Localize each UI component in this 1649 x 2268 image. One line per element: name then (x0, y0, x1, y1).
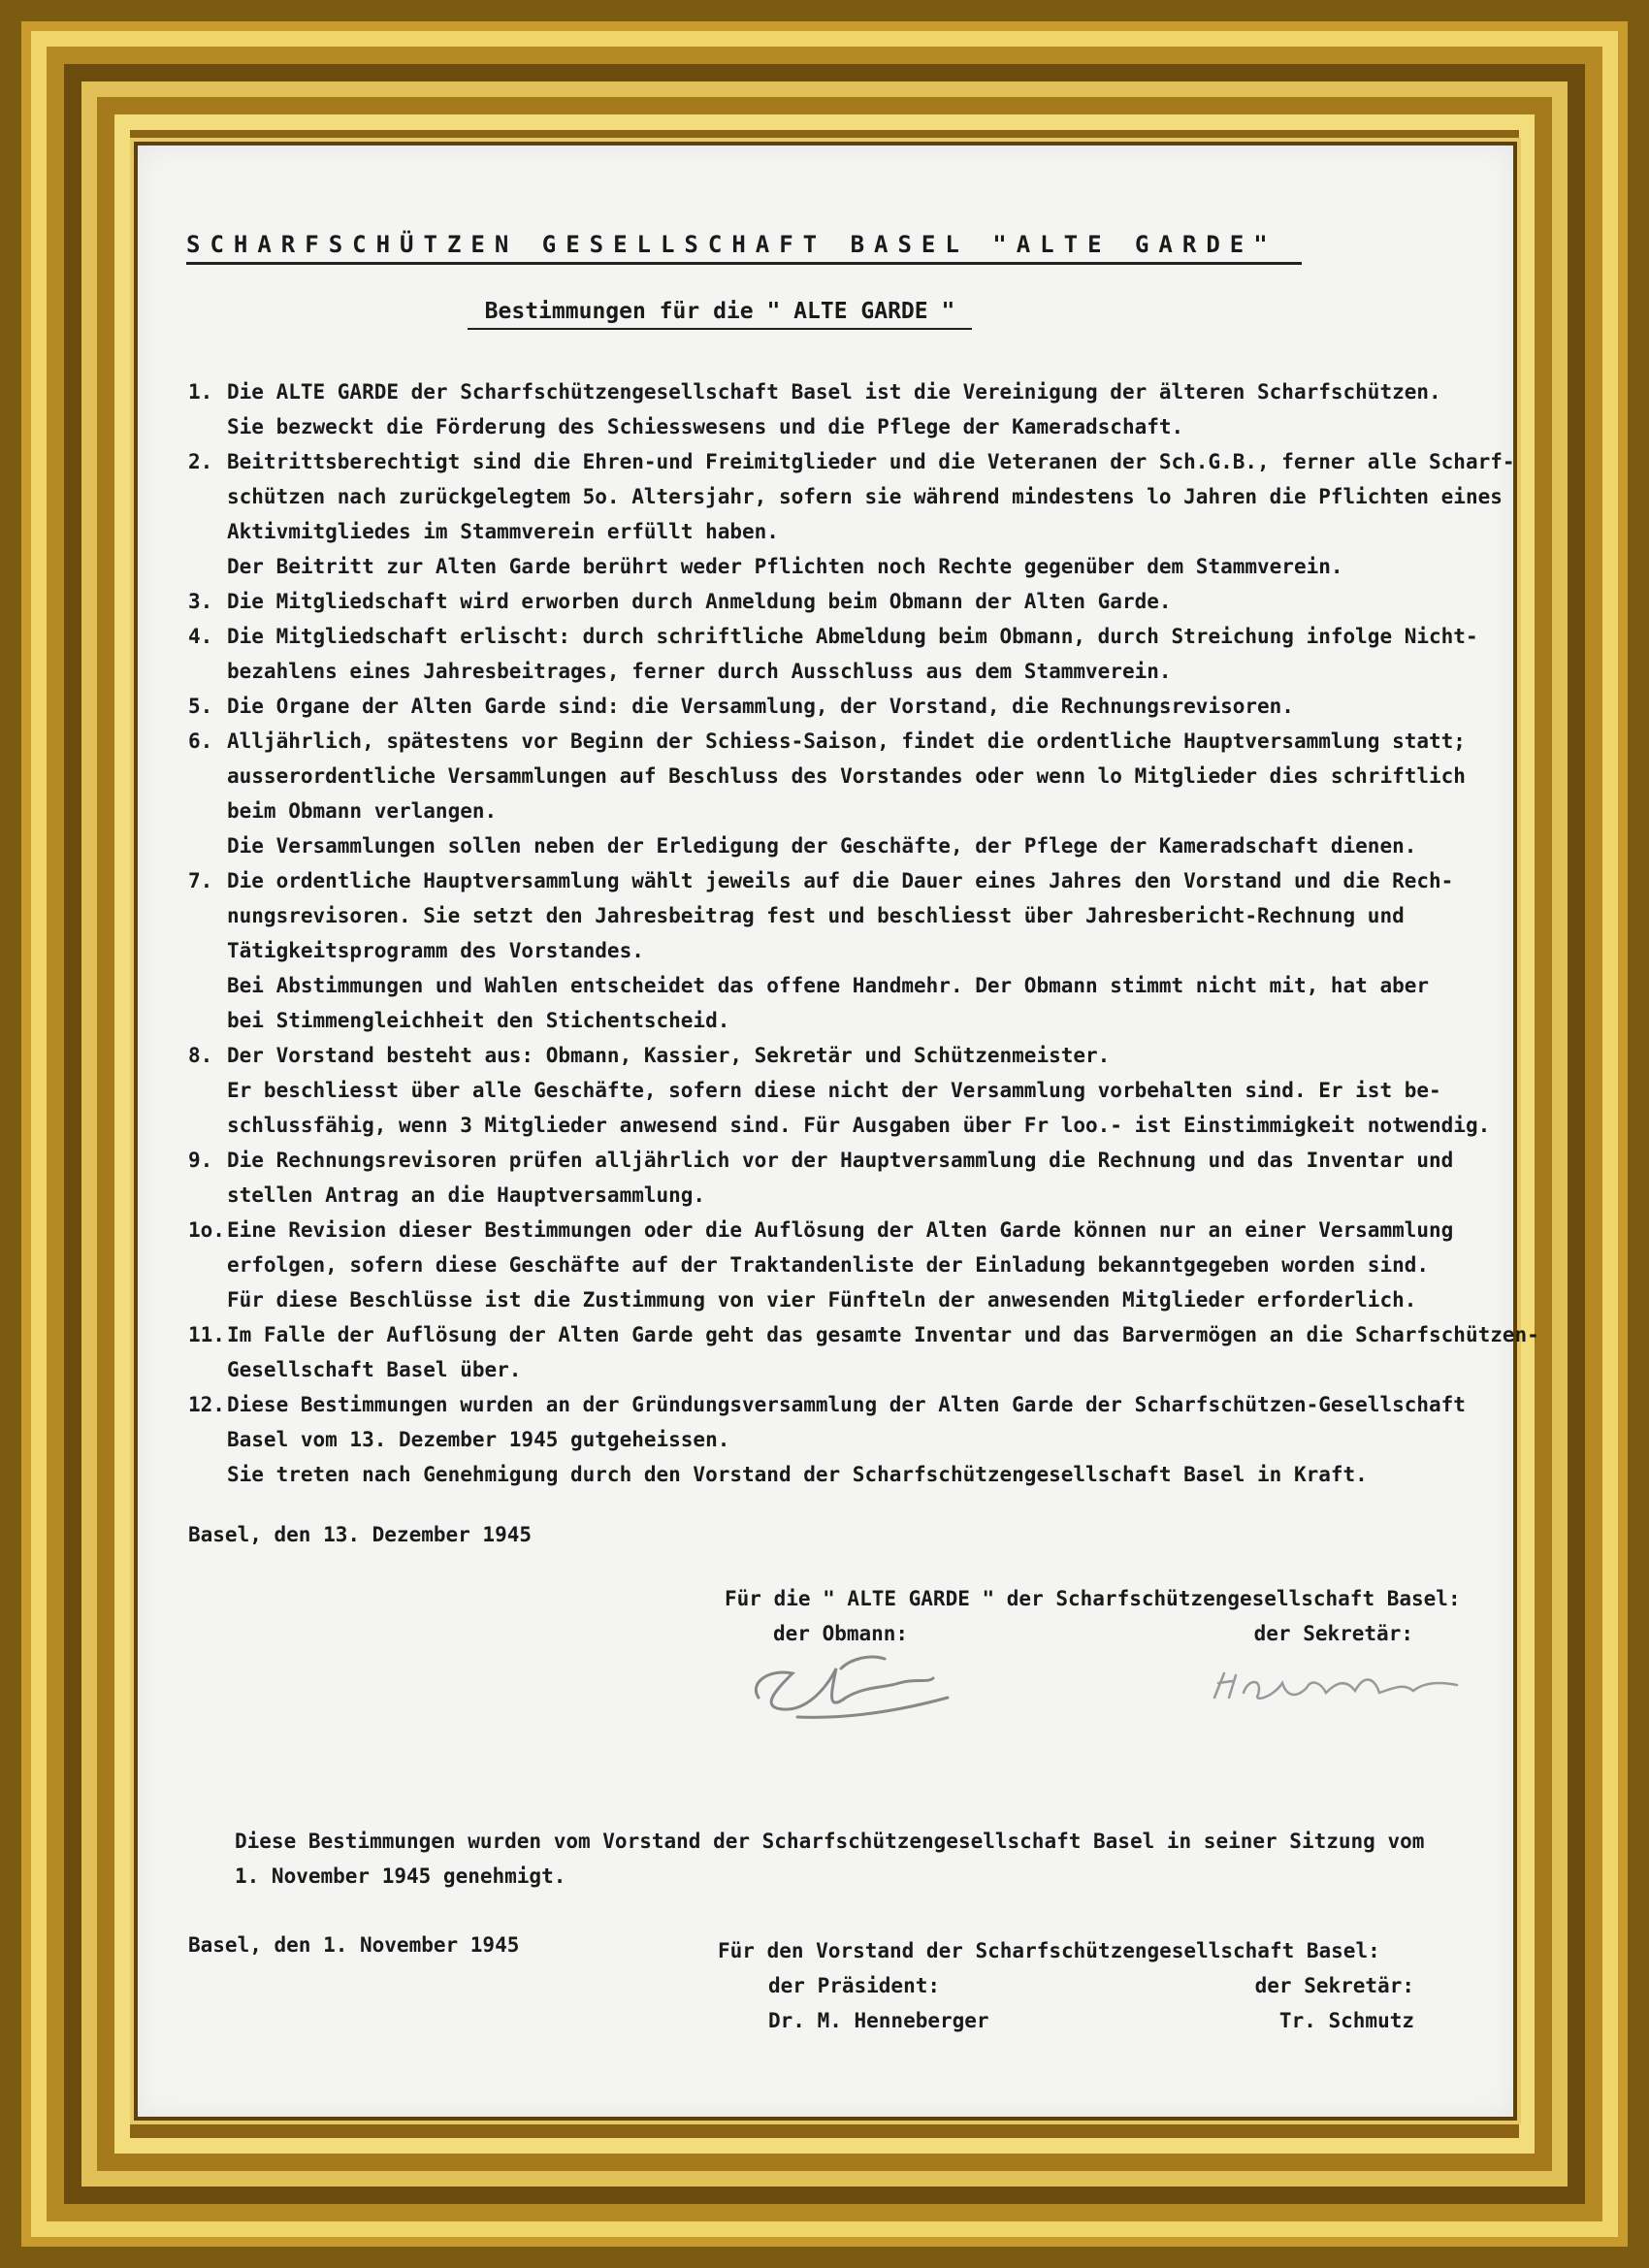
clause-line: Die Rechnungsrevisoren prüfen alljährlich vor der Hauptversammlung die Rechnung und das Inventar und (227, 1149, 1454, 1172)
clause-text (227, 619, 1488, 689)
approval-line-1: Diese Bestimmungen wurden vom Vorstand der Scharfschützengesellschaft Basel in seiner Sitzung vom (235, 1830, 1425, 1853)
clause-number: 8. (188, 1044, 213, 1067)
obmann-signature (739, 1630, 972, 1736)
place-date-founding: Basel, den 13. Dezember 1945 (188, 1523, 533, 1546)
clause-text (227, 1317, 1539, 1387)
clause-number: 11. (188, 1323, 225, 1346)
clause-line: schlussfähig, wenn 3 Mitglieder anwesend sind. Für Ausgaben über Fr loo.- ist Einstimmigkeit notwendig. (227, 1114, 1491, 1137)
clause-6 (188, 724, 1488, 863)
clause-number: 7. (188, 869, 213, 892)
clause-line: erfolgen, sofern diese Geschäfte auf der Traktandenliste der Einladung bekanntgegeben worden sind. (227, 1253, 1430, 1277)
clause-list (188, 374, 1539, 1492)
clause-line: Gesellschaft Basel über. (227, 1358, 522, 1381)
approval-line-2: 1. November 1945 genehmigt. (235, 1864, 566, 1888)
clause-5 (188, 689, 1488, 724)
approval-statement (235, 1824, 1447, 1894)
clause-line: Aktivmitgliedes im Stammverein erfüllt haben. (227, 520, 779, 543)
clause-line: bei Stimmengleichheit den Stichentscheid. (227, 1009, 730, 1032)
clause-line: Die ALTE GARDE der Scharfschützengesellschaft Basel ist die Vereinigung der älteren Scharfschützen. (227, 380, 1441, 404)
clause-line: schützen nach zurückgelegtem 5o. Altersjahr, sofern sie während mindestens lo Jahren die Pflichten eines (227, 485, 1503, 508)
clause-12 (188, 1387, 1488, 1492)
clause-number: 12. (188, 1393, 225, 1416)
clause-line: Der Vorstand besteht aus: Obmann, Kassier, Sekretär und Schützenmeister. (227, 1044, 1111, 1067)
clause-line: Die Mitgliedschaft erlischt: durch schriftliche Abmeldung beim Obmann, durch Streichung infolge Nicht- (227, 625, 1478, 648)
clause-text (227, 1387, 1488, 1492)
clause-text (227, 1038, 1490, 1143)
clause-text (227, 863, 1488, 1038)
clause-line: Sie bezweckt die Förderung des Schiesswesens und die Pflege der Kameradschaft. (227, 415, 1184, 438)
clause-number: 2. (188, 450, 213, 473)
clause-line: Die ordentliche Hauptversammlung wählt jeweils auf die Dauer eines Jahres den Vorstand und die Rech- (227, 869, 1454, 892)
clause-number: 3. (188, 590, 213, 613)
clause-line: stellen Antrag an die Hauptversammlung. (227, 1183, 706, 1207)
clause-line: Der Beitritt zur Alten Garde berührt weder Pflichten noch Rechte gegenüber dem Stammverein. (227, 555, 1343, 578)
clause-line: Für diese Beschlüsse ist die Zustimmung von vier Fünfteln der anwesenden Mitglieder erforderlich. (227, 1288, 1417, 1312)
document-page (138, 146, 1539, 2117)
clause-line: Sie treten nach Genehmigung durch den Vorstand der Scharfschützengesellschaft Basel in Kraft. (227, 1463, 1368, 1486)
clause-10 (188, 1213, 1488, 1317)
document-subtitle: Bestimmungen für die " ALTE GARDE " (468, 299, 972, 330)
clause-line: Im Falle der Auflösung der Alten Garde geht das gesamte Inventar und das Barvermögen an die Scharfschützen- (227, 1323, 1539, 1346)
clause-number: 6. (188, 729, 213, 753)
clause-number: 9. (188, 1149, 213, 1172)
role-board-sekretaer: der Sekretär: (1254, 1974, 1414, 1997)
clause-line: Die Organe der Alten Garde sind: die Versammlung, der Vorstand, die Rechnungsrevisoren. (227, 695, 1294, 718)
sekretaer-signature (1205, 1654, 1476, 1722)
name-board-sekretaer: Tr. Schmutz (1278, 2009, 1414, 2032)
clause-1 (188, 374, 1488, 444)
clause-line: Eine Revision dieser Bestimmungen oder die Auflösung der Alten Garde können nur an einer Versammlung (227, 1218, 1454, 1242)
clause-text (227, 1213, 1488, 1317)
clause-line: Diese Bestimmungen wurden an der Gründungsversammlung der Alten Garde der Scharfschützen-Gesellschaft (227, 1393, 1466, 1416)
clause-line: Er beschliesst über alle Geschäfte, sofern diese nicht der Versammlung vorbehalten sind. Er ist be- (227, 1079, 1441, 1102)
clause-9 (188, 1143, 1488, 1213)
clause-line: beim Obmann verlangen. (227, 799, 498, 823)
clause-number: 4. (188, 625, 213, 648)
role-sekretaer: der Sekretär: (1253, 1622, 1413, 1645)
clause-line: Alljährlich, spätestens vor Beginn der Schiess-Saison, findet die ordentliche Hauptversammlung statt; (227, 729, 1466, 753)
clause-line: Bei Abstimmungen und Wahlen entscheidet das offene Handmehr. Der Obmann stimmt nicht mit, hat aber (227, 974, 1430, 997)
clause-4 (188, 619, 1488, 689)
signature-heading: Für die " ALTE GARDE " der Scharfschützengesellschaft Basel: (725, 1587, 1461, 1610)
clause-text (227, 1143, 1488, 1213)
clause-text (227, 689, 1488, 724)
clause-line: Die Mitgliedschaft wird erworben durch Anmeldung beim Obmann der Alten Garde. (227, 590, 1172, 613)
clause-7 (188, 863, 1488, 1038)
document-title: SCHARFSCHÜTZEN GESELLSCHAFT BASEL "ALTE GARDE" (186, 231, 1302, 265)
role-praesident: der Präsident: (768, 1974, 941, 1997)
place-date-approval: Basel, den 1. November 1945 (188, 1933, 520, 1957)
clause-line: Basel vom 13. Dezember 1945 gutgeheissen. (227, 1428, 730, 1451)
clause-line: Beitrittsberechtigt sind die Ehren-und Freimitglieder und die Veteranen der Sch.G.B., ferner alle Scharf- (227, 450, 1515, 473)
clause-text (227, 584, 1488, 619)
clause-line: nungsrevisoren. Sie setzt den Jahresbeitrag fest und beschliesst über Jahresbericht-Rechnung und (227, 904, 1405, 927)
clause-number: 1o. (188, 1218, 225, 1242)
clause-line: Die Versammlungen sollen neben der Erledigung der Geschäfte, der Pflege der Kameradschaft dienen. (227, 834, 1417, 858)
clause-2 (188, 444, 1515, 584)
clause-text (227, 374, 1488, 444)
board-heading: Für den Vorstand der Scharfschützengesellschaft Basel: (718, 1939, 1380, 1962)
clause-3 (188, 584, 1488, 619)
clause-line: bezahlens eines Jahresbeitrages, ferner durch Ausschluss aus dem Stammverein. (227, 660, 1172, 683)
clause-11 (188, 1317, 1539, 1387)
clause-8 (188, 1038, 1491, 1143)
clause-line: Tätigkeitsprogramm des Vorstandes. (227, 939, 644, 962)
clause-line: ausserordentliche Versammlungen auf Beschluss des Vorstandes oder wenn lo Mitglieder dies schriftlich (227, 764, 1466, 788)
clause-number: 5. (188, 695, 213, 718)
board-signature-block (718, 1933, 1455, 2038)
clause-text (227, 444, 1515, 584)
clause-text (227, 724, 1488, 863)
name-praesident: Dr. M. Henneberger (768, 2009, 989, 2032)
role-obmann: der Obmann: (773, 1622, 909, 1645)
clause-number: 1. (188, 380, 213, 404)
